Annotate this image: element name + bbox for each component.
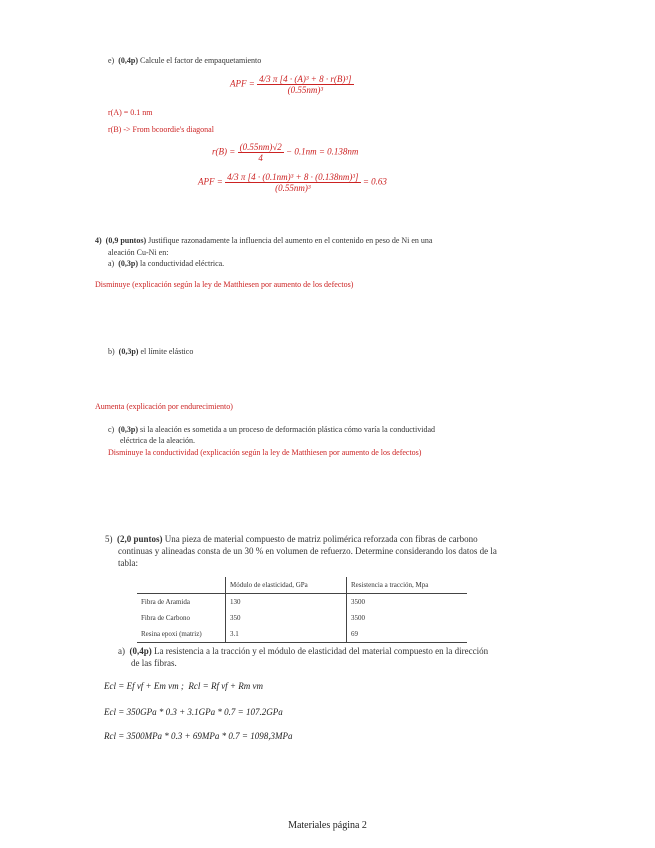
rb-numerator: (0.55nm)√2 bbox=[239, 142, 282, 152]
q4-b-answer: Aumenta (explicación por endurecimiento) bbox=[95, 402, 233, 411]
apf2-formula bbox=[198, 172, 387, 193]
part-e-text: Calcule el factor de empaquetamiento bbox=[140, 56, 262, 65]
equation-modulus-result: Ecl = 350GPa * 0.3 + 3.1GPa * 0.7 = 107.2GPa bbox=[104, 707, 283, 717]
table-row bbox=[137, 626, 467, 643]
q4-c-points: (0,3p) bbox=[118, 425, 138, 434]
q4-a-text: la conductividad eléctrica. bbox=[140, 259, 225, 268]
table-cell: 3500 bbox=[351, 598, 365, 606]
part-e-line bbox=[108, 56, 261, 66]
apf-formula bbox=[230, 74, 354, 95]
q4-c-answer: Disminuye la conductividad (explicación según la ley de Matthiesen por aumento de los defectos) bbox=[108, 448, 422, 457]
apf-denominator: (0.55nm)³ bbox=[287, 85, 324, 95]
q4-number: 4) bbox=[95, 236, 102, 245]
equation-modulus-mix: Ecl = Ef vf + Em vm bbox=[104, 681, 179, 691]
rb-result: − 0.1nm = 0.138nm bbox=[286, 146, 359, 157]
q4-a-line bbox=[108, 259, 224, 269]
table-header-cell: Módulo de elasticidad, GPa bbox=[226, 577, 347, 594]
q4-c-label: c) bbox=[108, 425, 115, 434]
q5-line1 bbox=[105, 534, 478, 545]
table-header-cell: Resistencia a tracción, Mpa bbox=[347, 577, 468, 594]
table-cell: Resina epoxi (matriz) bbox=[137, 626, 226, 643]
q5-a-line bbox=[118, 646, 488, 657]
table-row bbox=[137, 610, 467, 626]
q4-c-text-line1: si la aleación es sometida a un proceso de deformación plástica cómo varía la conductividad bbox=[140, 425, 435, 434]
q5-a-label: a) bbox=[118, 646, 125, 656]
q5-text-line3: tabla: bbox=[118, 558, 138, 568]
materials-table bbox=[137, 577, 467, 643]
table-row bbox=[137, 594, 467, 611]
page-footer: Materiales página 2 bbox=[288, 820, 367, 831]
equation-rule-of-mixtures: Ecl = Ef vf + Em vm ; Rcl = Rf vf + Rm vm bbox=[104, 681, 263, 691]
part-e-label: e) bbox=[108, 56, 115, 65]
q5-a-text-line1: La resistencia a la tracción y el módulo de elasticidad del material compuesto en la dirección bbox=[154, 646, 489, 656]
q5-text-line2: continuas y alineadas consta de un 30 % en volumen de refuerzo. Determine considerando los datos de la bbox=[118, 546, 497, 556]
table-cell: 350 bbox=[226, 610, 347, 626]
table-header-cell bbox=[137, 577, 226, 594]
q4-c-line bbox=[108, 425, 435, 435]
rb-lhs: r(B) = bbox=[212, 146, 236, 157]
q4-a-answer: Disminuye (explicación según la ley de Matthiesen por aumento de los defectos) bbox=[95, 280, 354, 289]
table-cell: Fibra de Aramida bbox=[137, 594, 226, 611]
apf-numerator: 4/3 π [4 · (A)³ + 8 · r(B)³] bbox=[259, 74, 352, 84]
q5-a-points: (0,4p) bbox=[129, 646, 152, 656]
q4-text-line2: aleación Cu-Ni en: bbox=[108, 248, 169, 257]
q4-b-line bbox=[108, 347, 193, 357]
apf2-result: = 0.63 bbox=[362, 176, 387, 187]
q4-text-line1: Justifique razonadamente la influencia del aumento en el contenido en peso de Ni en una bbox=[148, 236, 433, 245]
q4-c-text-line2: eléctrica de la aleación. bbox=[120, 436, 196, 445]
q5-text-line1: Una pieza de material compuesto de matriz polimérica reforzada con fibras de carbono bbox=[164, 534, 478, 544]
apf2-lhs: APF = bbox=[198, 176, 223, 187]
table-cell: Fibra de Carbono bbox=[137, 610, 226, 626]
part-e-points: (0,4p) bbox=[118, 56, 138, 65]
table-cell: 3500 bbox=[351, 614, 365, 622]
q4-a-label: a) bbox=[108, 259, 115, 268]
rb-denominator: 4 bbox=[258, 153, 263, 163]
q4-b-points: (0,3p) bbox=[118, 347, 139, 356]
ra-value: r(A) = 0.1 nm bbox=[108, 108, 153, 117]
q4-a-points: (0,3p) bbox=[118, 259, 138, 268]
apf2-numerator: 4/3 π [4 · (0.1nm)³ + 8 · (0.138nm)³] bbox=[227, 172, 359, 182]
apf-lhs: APF = bbox=[230, 78, 255, 89]
table-cell: 3.1 bbox=[226, 626, 347, 643]
table-cell: 69 bbox=[347, 626, 468, 643]
equation-strength-mix: Rcl = Rf vf + Rm vm bbox=[188, 681, 263, 691]
table-cell: 130 bbox=[226, 594, 347, 611]
rb-formula bbox=[212, 142, 358, 163]
q5-number: 5) bbox=[105, 534, 113, 544]
q5-points: (2,0 puntos) bbox=[117, 534, 163, 544]
equation-strength-result: Rcl = 3500MPa * 0.3 + 69MPa * 0.7 = 1098,3MPa bbox=[104, 731, 293, 741]
apf2-denominator: (0.55nm)³ bbox=[275, 183, 311, 193]
q4-b-text: el límite elástico bbox=[140, 347, 194, 356]
table-header-row bbox=[137, 577, 467, 594]
q5-a-text-line2: de las fibras. bbox=[131, 658, 177, 668]
q4-b-label: b) bbox=[108, 347, 115, 356]
q4-line1 bbox=[95, 236, 432, 246]
rb-text: r(B) -> From bcoordie's diagonal bbox=[108, 125, 214, 134]
q4-points: (0,9 puntos) bbox=[105, 236, 147, 245]
